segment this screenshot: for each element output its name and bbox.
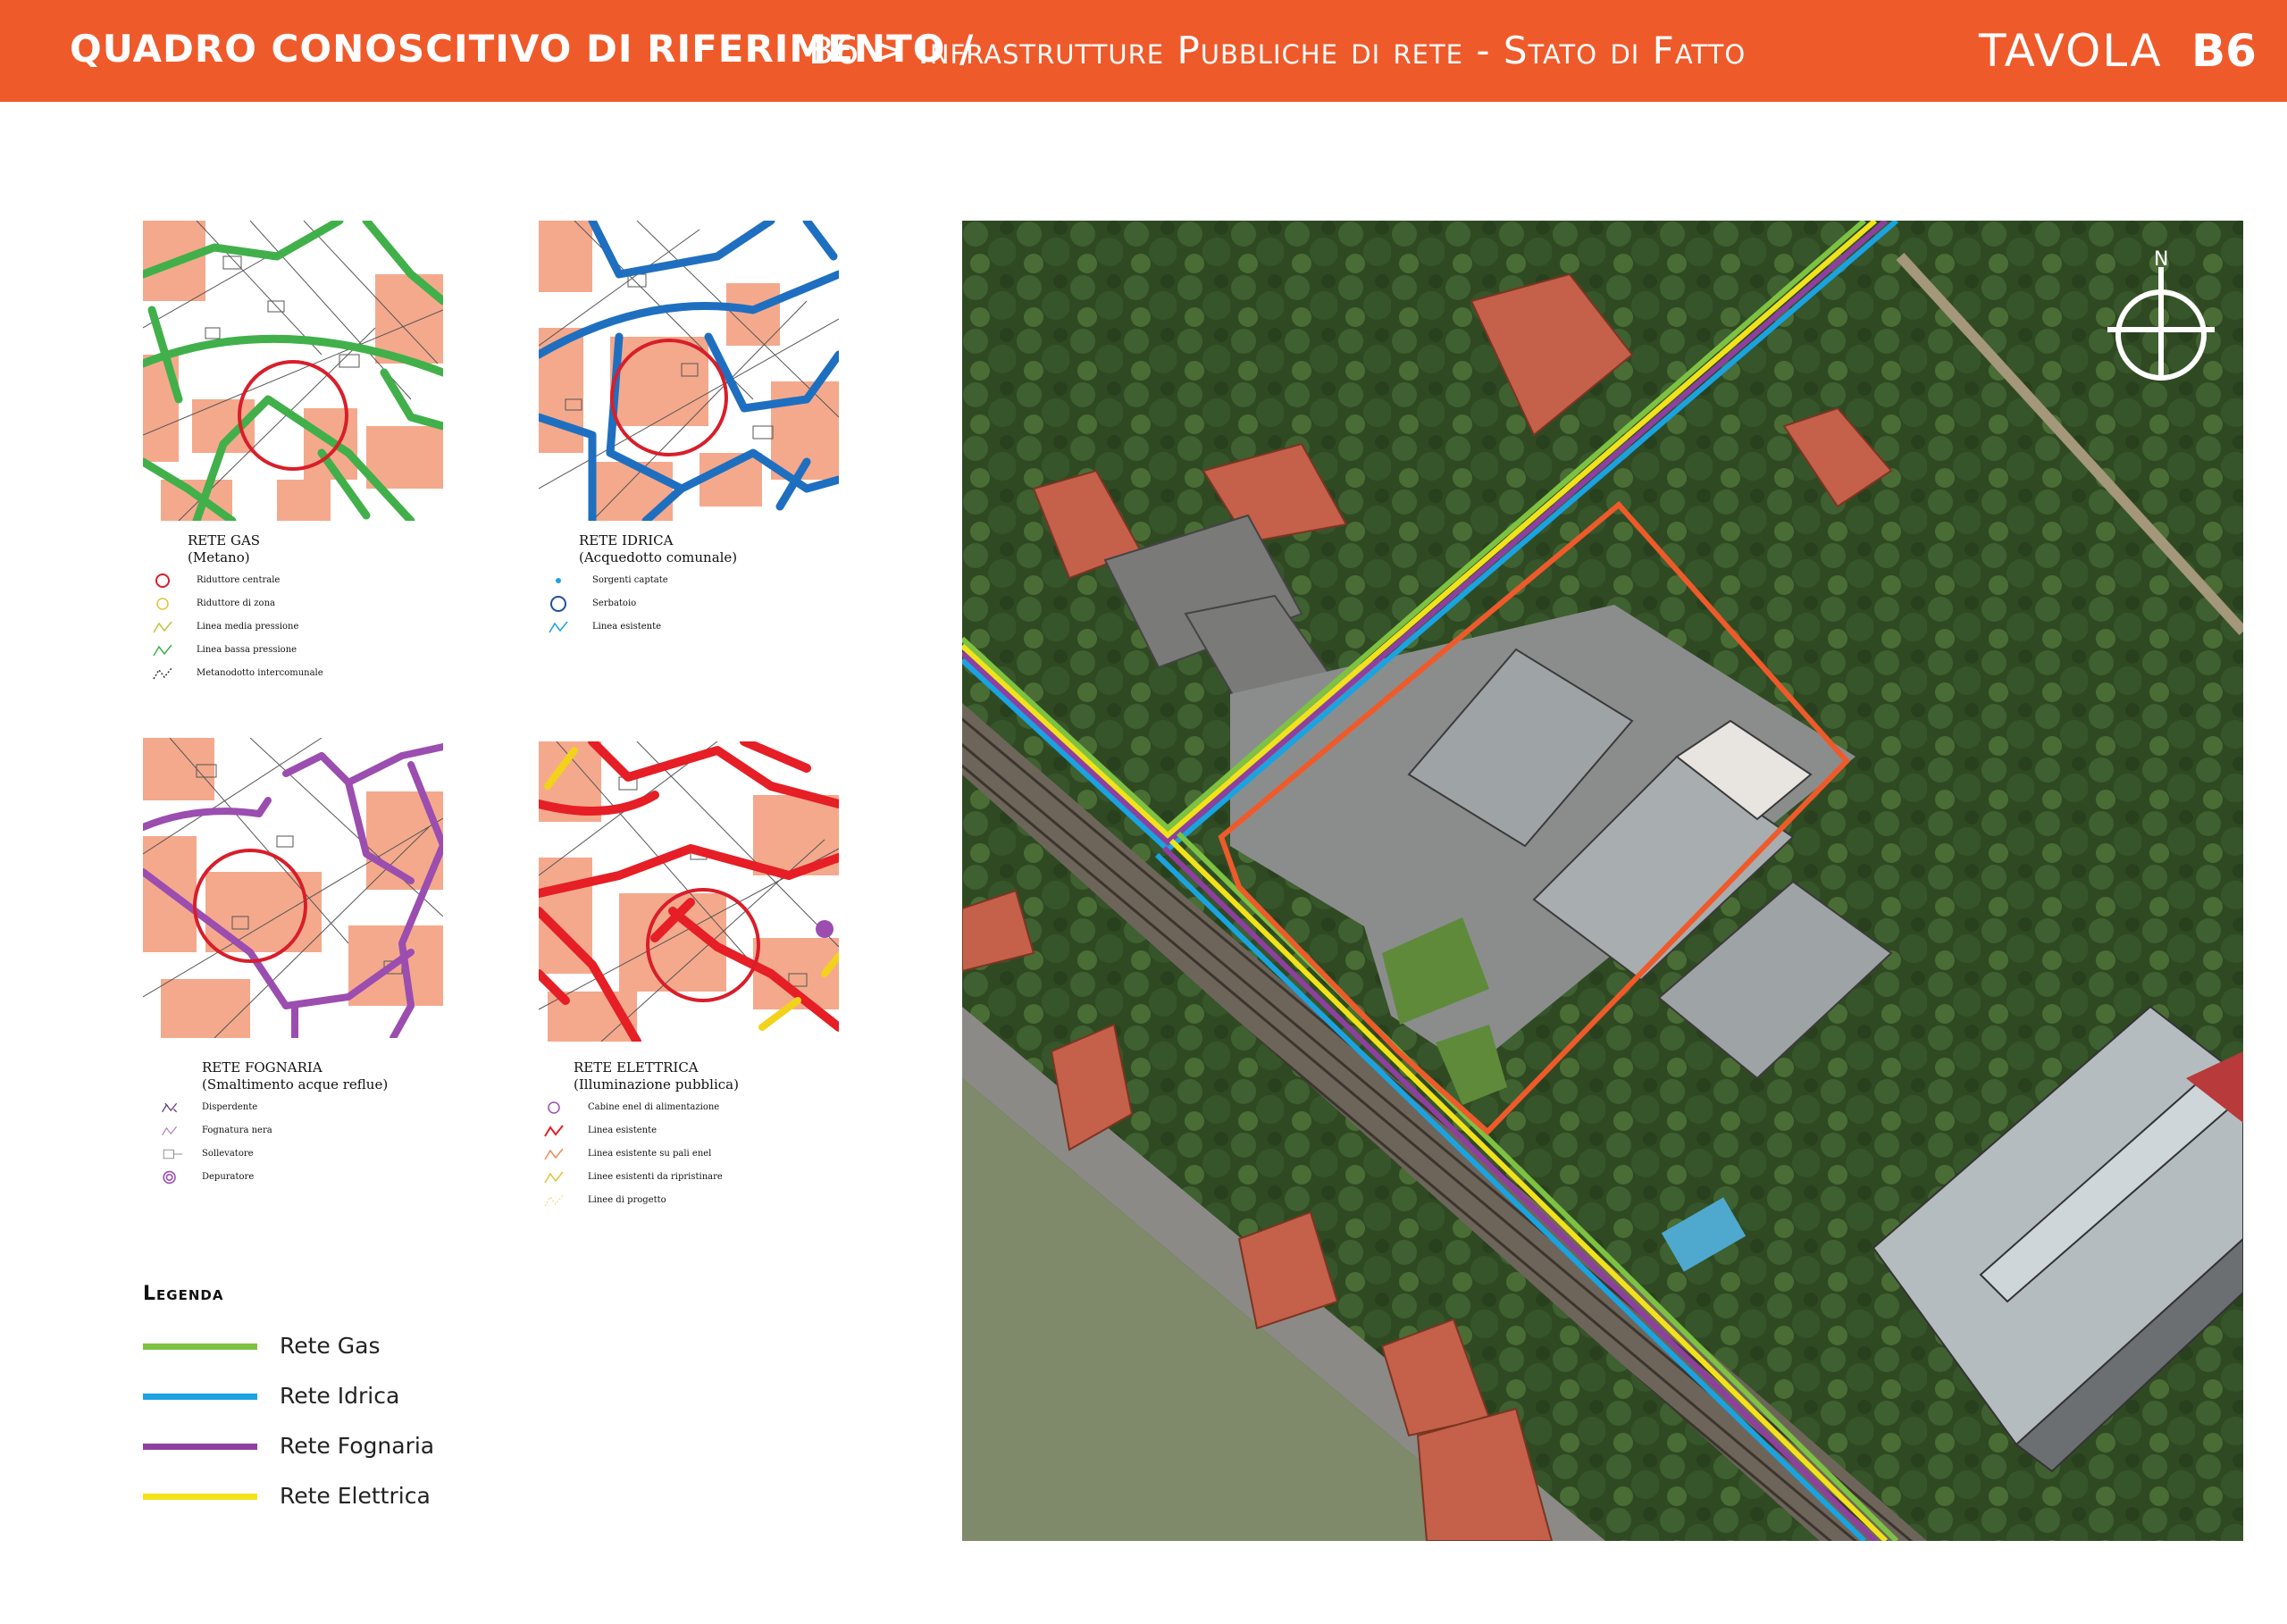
- legend-item-water: [143, 1383, 500, 1410]
- sewer-network-map: [143, 738, 443, 1038]
- gas-title: RETE GAS: [188, 532, 261, 548]
- gas-subtitle: (Metano): [188, 549, 250, 565]
- electric-legend-label: Cabine enel di alimentazione: [588, 1102, 720, 1112]
- legend-item-gas: [143, 1333, 500, 1360]
- header-title: QUADRO CONOSCITIVO DI RIFERIMENTO /: [70, 27, 975, 71]
- gas-legend-label: Metanodotto intercomunale: [197, 668, 323, 678]
- line-on-poles-icon: [543, 1145, 565, 1163]
- legend-label: Rete Fognaria: [280, 1433, 435, 1459]
- gas-legend-label: Linea media pressione: [197, 622, 299, 632]
- electric-panel-title: [574, 1059, 739, 1093]
- sewer-title: RETE FOGNARIA: [202, 1059, 323, 1076]
- tavola-label: TAVOLA: [1979, 25, 2163, 77]
- sewer-legend-label: Depuratore: [202, 1172, 255, 1182]
- electric-title: RETE ELETTRICA: [574, 1059, 699, 1076]
- legend-label: Rete Idrica: [280, 1383, 400, 1409]
- water-panel-title: [579, 532, 737, 566]
- sewer-legend-label: Sollevatore: [202, 1149, 254, 1159]
- captured-source-icon: [548, 572, 569, 590]
- aerial-photo: [962, 221, 2243, 1541]
- electric-network-map: [539, 741, 839, 1042]
- sewer-panel-title: [202, 1059, 388, 1093]
- power-cabin-icon: [543, 1099, 565, 1117]
- electric-legend-label: Linee di progetto: [588, 1195, 666, 1205]
- water-legend-label: Sorgenti captate: [592, 575, 668, 585]
- reservoir-icon: [548, 595, 569, 613]
- electric-line-swatch: [143, 1494, 257, 1500]
- water-legend-label: Linea esistente: [592, 622, 662, 632]
- water-title: RETE IDRICA: [579, 532, 674, 548]
- electric-legend-label: Linee esistenti da ripristinare: [588, 1172, 723, 1182]
- gas-line-swatch: [143, 1344, 257, 1350]
- lifter-icon: [161, 1145, 182, 1163]
- electric-legend-label: Linea esistente su pali enel: [588, 1149, 712, 1159]
- purifier-icon: [161, 1168, 182, 1186]
- sewer-legend-label: Disperdente: [202, 1102, 258, 1112]
- electric-legend-label: Linea esistente: [588, 1126, 658, 1135]
- main-legend: [143, 1283, 435, 1509]
- legend-item-sewer: [143, 1433, 500, 1460]
- project-line-icon: [543, 1192, 565, 1210]
- central-reducer-icon: [152, 572, 173, 590]
- water-line-swatch: [143, 1394, 257, 1400]
- gas-legend-label: Linea bassa pressione: [197, 645, 297, 655]
- north-label: N: [2154, 248, 2169, 271]
- existing-electric-line-icon: [543, 1122, 565, 1140]
- tavola-code: B6: [2191, 25, 2257, 77]
- gas-panel-title: [188, 532, 260, 566]
- header-bar: [0, 0, 2287, 102]
- line-to-restore-icon: [543, 1168, 565, 1186]
- legend-item-electric: [143, 1483, 500, 1510]
- electric-subtitle: (Illuminazione pubblica): [574, 1076, 739, 1092]
- medium-pressure-line-icon: [152, 618, 173, 636]
- legend-label: Rete Elettrica: [280, 1483, 431, 1509]
- black-sewer-icon: [161, 1122, 182, 1140]
- low-pressure-line-icon: [152, 641, 173, 659]
- gas-network-map: [143, 221, 443, 521]
- sewer-subtitle: (Smaltimento acque reflue): [202, 1076, 389, 1092]
- gas-legend-label: Riduttore centrale: [197, 575, 281, 585]
- water-legend-label: Serbatoio: [592, 599, 637, 608]
- header-subtitle: B6 > Infrastrutture Pubbliche di rete - Stato di Fatto: [808, 29, 1747, 72]
- water-subtitle: (Acquedotto comunale): [579, 549, 738, 565]
- legend-title: Legenda: [143, 1283, 224, 1305]
- dispersant-icon: [161, 1099, 182, 1117]
- existing-line-icon: [548, 618, 569, 636]
- sewer-legend-label: Fognatura nera: [202, 1126, 272, 1135]
- zone-reducer-icon: [152, 595, 173, 613]
- legend-label: Rete Gas: [280, 1333, 381, 1359]
- water-network-map: [539, 221, 839, 521]
- intermunicipal-pipeline-icon: [152, 665, 173, 682]
- gas-legend-label: Riduttore di zona: [197, 599, 275, 608]
- sewer-line-swatch: [143, 1444, 257, 1450]
